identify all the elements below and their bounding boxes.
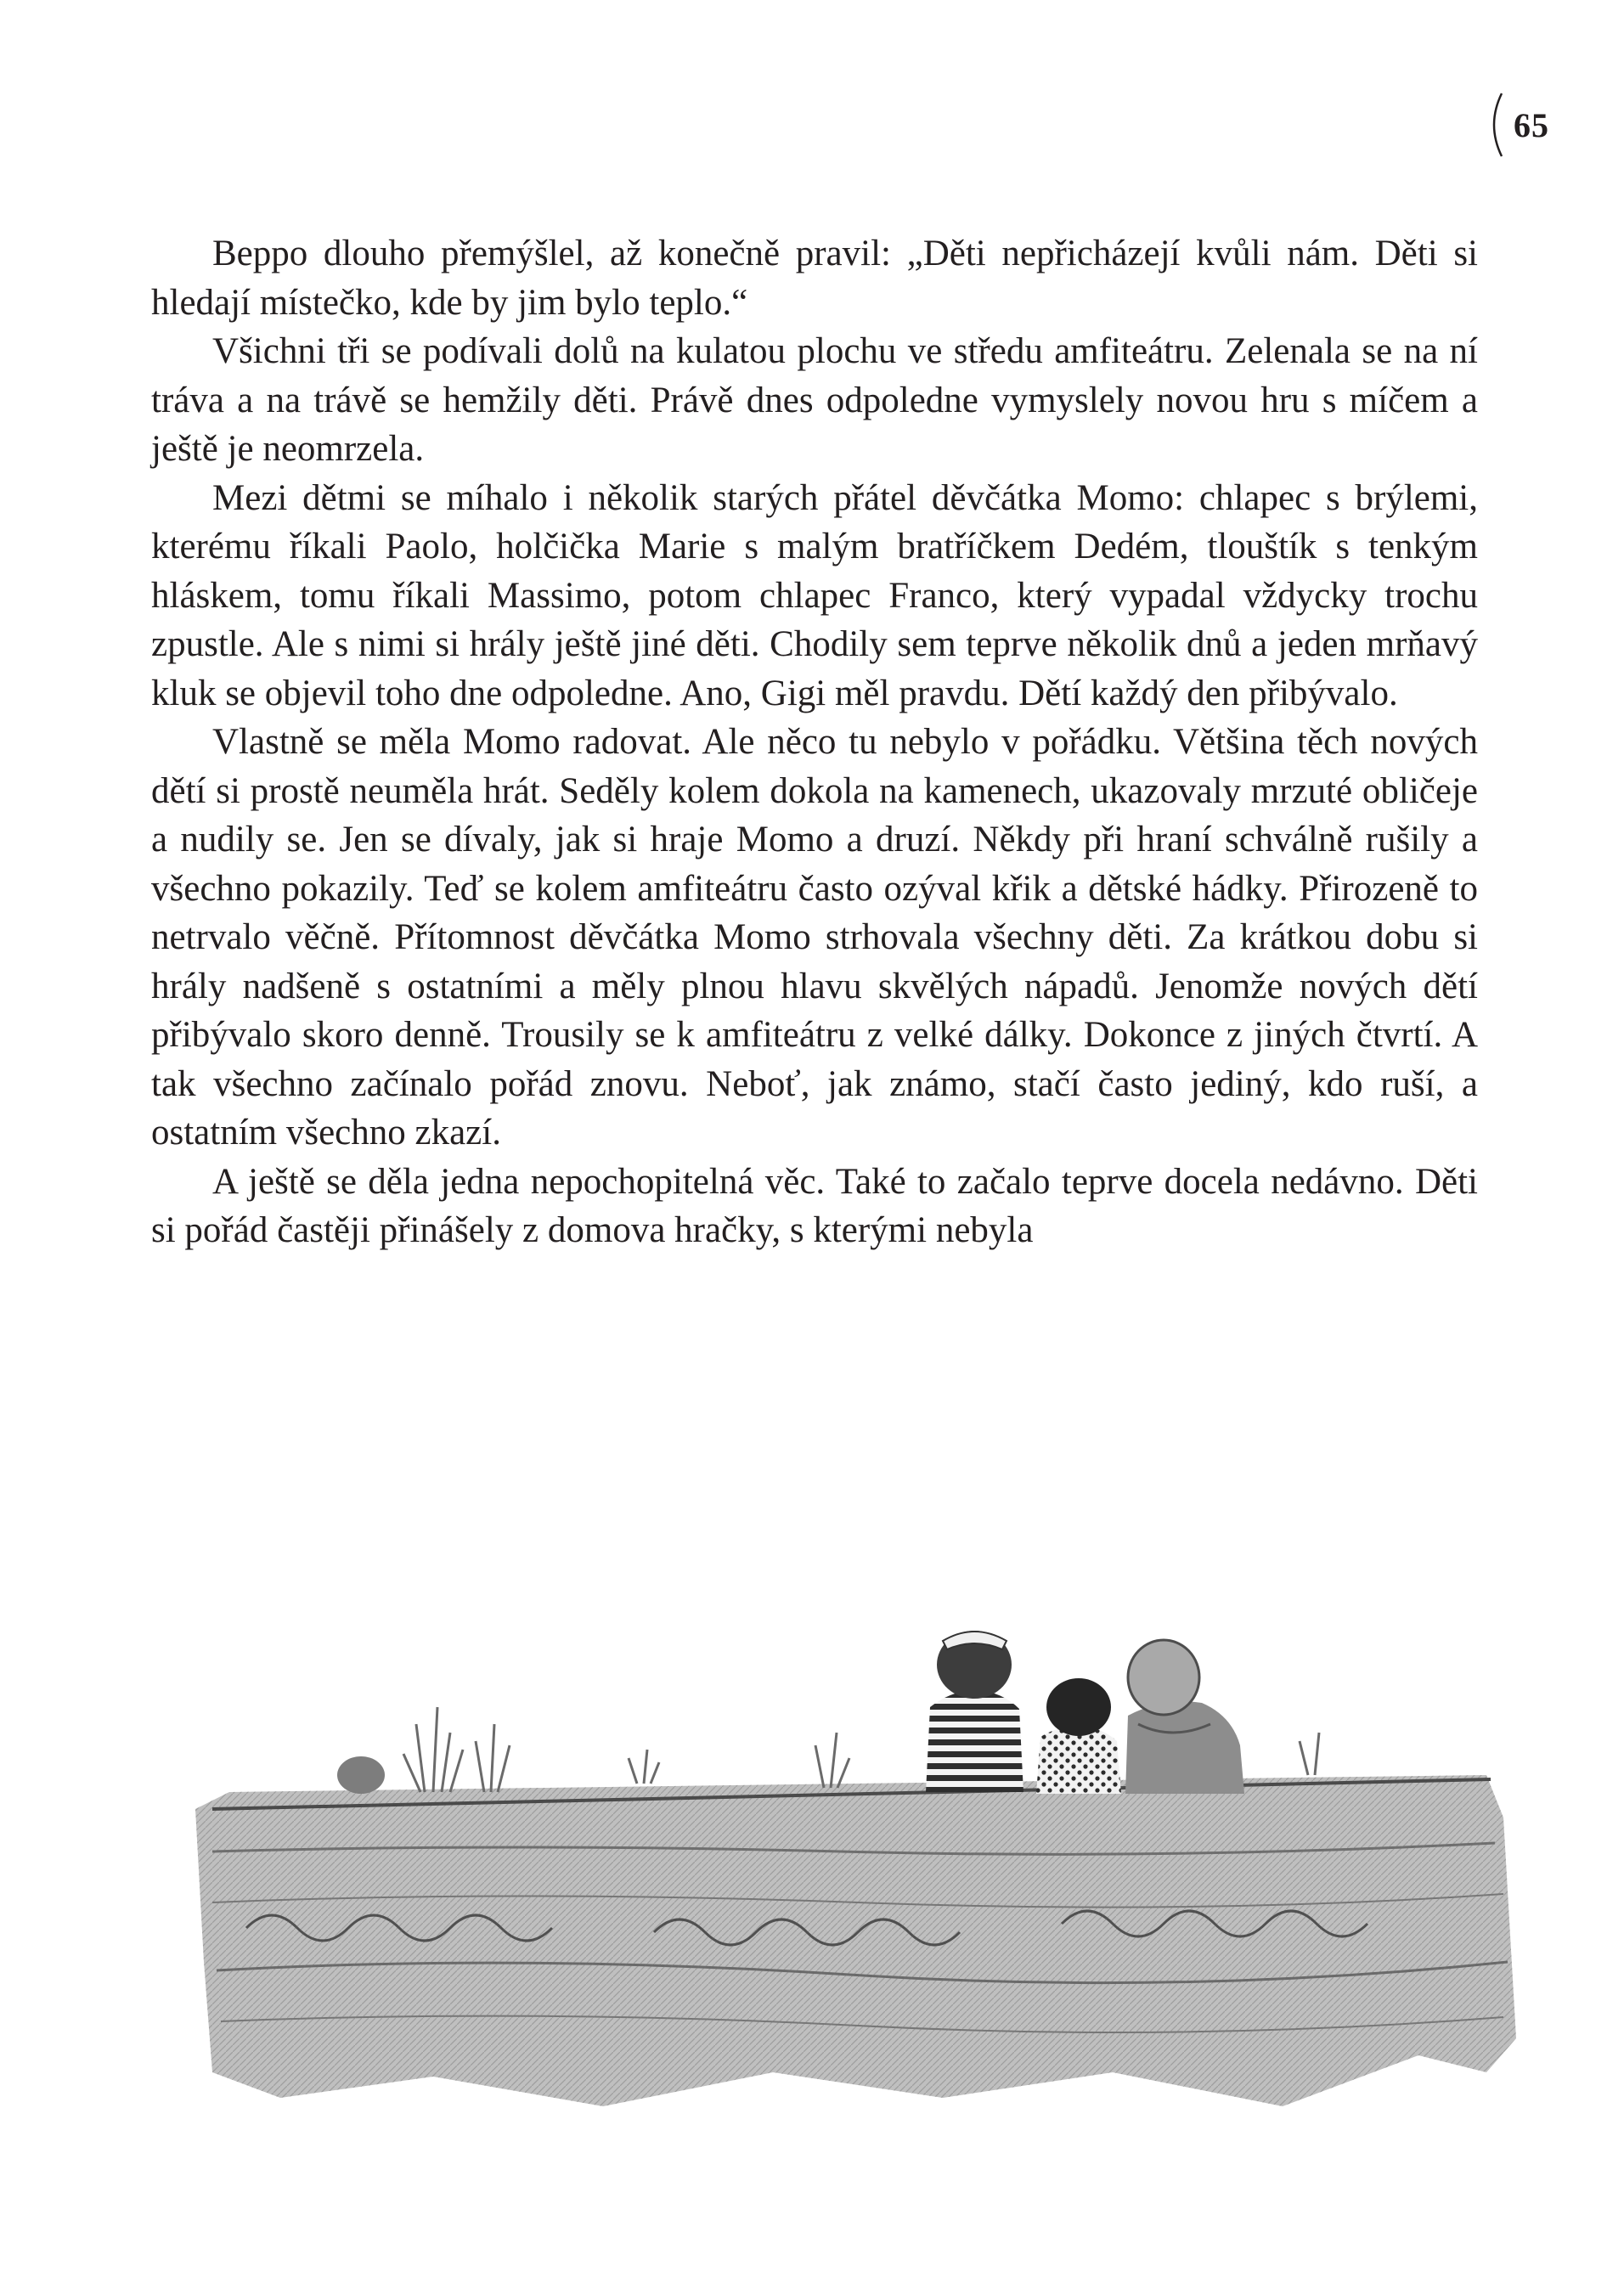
stone-wall xyxy=(195,1775,1516,2106)
page-header xyxy=(1483,92,1549,158)
paragraph: Mezi dětmi se míhalo i několik starých přátel děvčátka Momo: chlapec s brýlemi, kterému říkali Paolo, holčička Marie s malým bratříčkem Dedém, tlouštík s tenkým hláskem, tomu říkali Massimo, potom chlapec Franco, který vypadal vždycky trochu zpustle. Ale s nimi si hrály ještě jiné děti. Chodily sem teprve několik dnů a jeden mrňavý kluk se objevil toho dne odpoledne. Ano, Gigi měl pravdu. Dětí každý den přibývalo. xyxy=(151,477,1478,713)
page-bracket-decoration xyxy=(1483,92,1505,158)
rock xyxy=(337,1756,385,1794)
child-polka-dot xyxy=(1036,1678,1121,1794)
page-number: 65 xyxy=(1514,105,1549,144)
paragraph: Vlastně se měla Momo radovat. Ale něco tu nebylo v pořádku. Většina těch nových dětí si prostě neuměla hrát. Seděly kolem dokola na kamenech, ukazovaly mrzuté obličeje a nudily se. Jen se dívaly, jak si hraje Momo a druzí. Někdy při hraní schválně rušily a všechno pokazily. Teď se kolem amfiteátru často ozýval křik a dětské hádky. Přirozeně to netrvalo věčně. Přítomnost děvčátka Momo strhovala všechny děti. Za krátkou dobu si hrály nadšeně s ostatními a měly plnou hlavu skvělých nápadů. Jenomže nových dětí přibývalo skoro denně. Trousily se k amfiteátru z velké dálky. Dokonce z jiných čtvrtí. A tak všechno začínalo pořád znovu. Neboť, jak známo, stačí často jediný, kdo ruší, a ostatním všechno zkazí. xyxy=(151,722,1478,1153)
paragraph: Beppo dlouho přemýšlel, až konečně pravil: „Děti nepřicházejí kvůli nám. Děti si hledají místečko, kde by jim bylo teplo.“ xyxy=(151,234,1478,323)
body-text xyxy=(151,229,1478,1255)
child-striped-shirt xyxy=(926,1631,1023,1792)
paragraph: Všichni tři se podívali dolů na kulatou plochu ve středu amfiteátru. Zelenala se na ní tráva a na trávě se hemžily děti. Právě dnes odpoledne vymyslely novou hru s míčem a ještě je neomrzela. xyxy=(151,331,1478,469)
wall-illustration xyxy=(178,1597,1520,2123)
paragraph: A ještě se děla jedna nepochopitelná věc. Také to začalo teprve docela nedávno. Děti si pořád častěji přinášely z domova hračky, s kterými nebyla xyxy=(151,1161,1478,1250)
child-grey-figure xyxy=(1125,1640,1244,1794)
